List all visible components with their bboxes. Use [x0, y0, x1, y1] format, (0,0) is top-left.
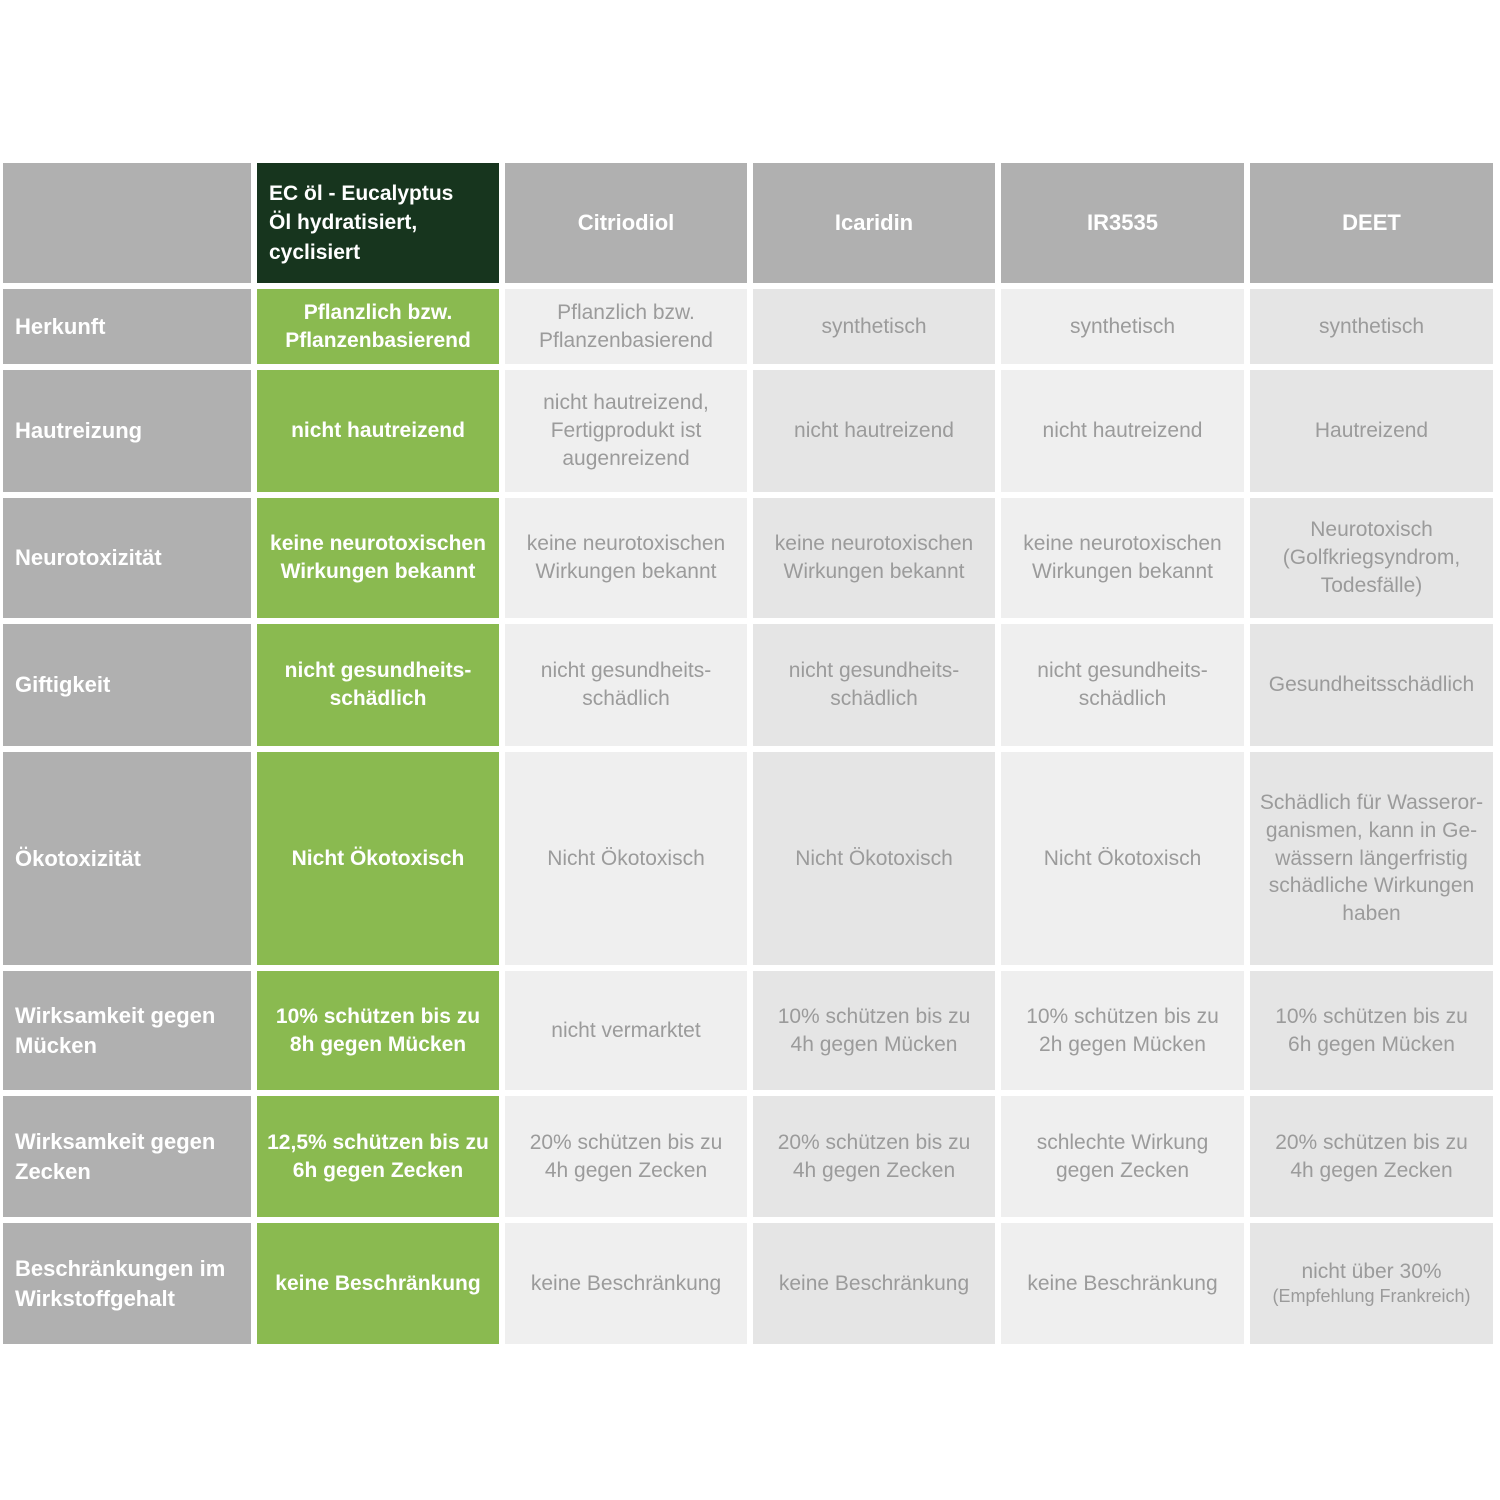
cell-wirksamkeit-zecken-ir3535: schlechte Wirkung gegen Zecken — [1001, 1096, 1244, 1217]
row-label-wirksamkeit-muecken: Wirksamkeit gegen Mücken — [3, 971, 251, 1090]
cell-neurotoxizitaet-ec-oel: keine neurotoxischen Wirkungen bekannt — [257, 498, 499, 618]
cell-giftigkeit-deet: Gesundheitsschädlich — [1250, 624, 1493, 746]
column-header-deet: DEET — [1250, 163, 1493, 283]
cell-wirksamkeit-muecken-ir3535: 10% schützen bis zu 2h gegen Mücken — [1001, 971, 1244, 1090]
cell-beschraenkungen-ir3535: keine Beschränkung — [1001, 1223, 1244, 1344]
row-label-oekotoxizitaet: Ökotoxizität — [3, 752, 251, 965]
cell-oekotoxizitaet-icaridin: Nicht Ökotoxisch — [753, 752, 995, 965]
cell-beschraenkungen-citriodiol: keine Beschränkung — [505, 1223, 747, 1344]
column-header-ec-oel: EC öl - Eucalyptus Öl hydratisiert, cyclisiert — [257, 163, 499, 283]
cell-oekotoxizitaet-deet: Schädlich für Wasseror- ganismen, kann in Ge- wässern längerfristig schädliche Wirkungen haben — [1250, 752, 1493, 965]
cell-wirksamkeit-zecken-citriodiol: 20% schützen bis zu 4h gegen Zecken — [505, 1096, 747, 1217]
column-header-citriodiol: Citriodiol — [505, 163, 747, 283]
cell-hautreizung-icaridin: nicht hautreizend — [753, 370, 995, 492]
cell-wirksamkeit-zecken-icaridin: 20% schützen bis zu 4h gegen Zecken — [753, 1096, 995, 1217]
row-label-hautreizung: Hautreizung — [3, 370, 251, 492]
cell-herkunft-ec-oel: Pflanzlich bzw. Pflanzenbasierend — [257, 289, 499, 364]
row-label-herkunft: Herkunft — [3, 289, 251, 364]
cell-herkunft-ir3535: synthetisch — [1001, 289, 1244, 364]
cell-wirksamkeit-muecken-deet: 10% schützen bis zu 6h gegen Mücken — [1250, 971, 1493, 1090]
cell-giftigkeit-icaridin: nicht gesundheits- schädlich — [753, 624, 995, 746]
cell-giftigkeit-ec-oel: nicht gesundheits- schädlich — [257, 624, 499, 746]
repellent-comparison-table — [3, 163, 1493, 1344]
cell-oekotoxizitaet-ir3535: Nicht Ökotoxisch — [1001, 752, 1244, 965]
cell-giftigkeit-ir3535: nicht gesundheits- schädlich — [1001, 624, 1244, 746]
row-label-beschraenkungen: Beschränkungen im Wirkstoffgehalt — [3, 1223, 251, 1344]
column-header-ir3535: IR3535 — [1001, 163, 1244, 283]
cell-beschraenkungen-deet: nicht über 30% (Empfehlung Frankreich) — [1250, 1223, 1493, 1344]
column-header-icaridin: Icaridin — [753, 163, 995, 283]
cell-wirksamkeit-zecken-ec-oel: 12,5% schützen bis zu 6h gegen Zecken — [257, 1096, 499, 1217]
cell-hautreizung-deet: Hautreizend — [1250, 370, 1493, 492]
cell-neurotoxizitaet-icaridin: keine neurotoxischen Wirkungen bekannt — [753, 498, 995, 618]
corner-cell — [3, 163, 251, 283]
row-label-neurotoxizitaet: Neurotoxizität — [3, 498, 251, 618]
cell-hautreizung-ec-oel: nicht hautreizend — [257, 370, 499, 492]
cell-oekotoxizitaet-ec-oel: Nicht Ökotoxisch — [257, 752, 499, 965]
cell-neurotoxizitaet-ir3535: keine neurotoxischen Wirkungen bekannt — [1001, 498, 1244, 618]
cell-hautreizung-ir3535: nicht hautreizend — [1001, 370, 1244, 492]
cell-herkunft-citriodiol: Pflanzlich bzw. Pflanzenbasierend — [505, 289, 747, 364]
cell-hautreizung-citriodiol: nicht hautreizend, Fertigprodukt ist augenreizend — [505, 370, 747, 492]
cell-oekotoxizitaet-citriodiol: Nicht Ökotoxisch — [505, 752, 747, 965]
cell-wirksamkeit-muecken-icaridin: 10% schützen bis zu 4h gegen Mücken — [753, 971, 995, 1090]
cell-beschraenkungen-icaridin: keine Beschränkung — [753, 1223, 995, 1344]
cell-neurotoxizitaet-deet: Neurotoxisch (Golfkriegsyndrom, Todesfälle) — [1250, 498, 1493, 618]
cell-herkunft-deet: synthetisch — [1250, 289, 1493, 364]
row-label-giftigkeit: Giftigkeit — [3, 624, 251, 746]
cell-herkunft-icaridin: synthetisch — [753, 289, 995, 364]
cell-beschraenkungen-ec-oel: keine Beschränkung — [257, 1223, 499, 1344]
row-label-wirksamkeit-zecken: Wirksamkeit gegen Zecken — [3, 1096, 251, 1217]
cell-wirksamkeit-muecken-citriodiol: nicht vermarktet — [505, 971, 747, 1090]
cell-giftigkeit-citriodiol: nicht gesundheits- schädlich — [505, 624, 747, 746]
cell-neurotoxizitaet-citriodiol: keine neurotoxischen Wirkungen bekannt — [505, 498, 747, 618]
cell-wirksamkeit-muecken-ec-oel: 10% schützen bis zu 8h gegen Mücken — [257, 971, 499, 1090]
cell-wirksamkeit-zecken-deet: 20% schützen bis zu 4h gegen Zecken — [1250, 1096, 1493, 1217]
